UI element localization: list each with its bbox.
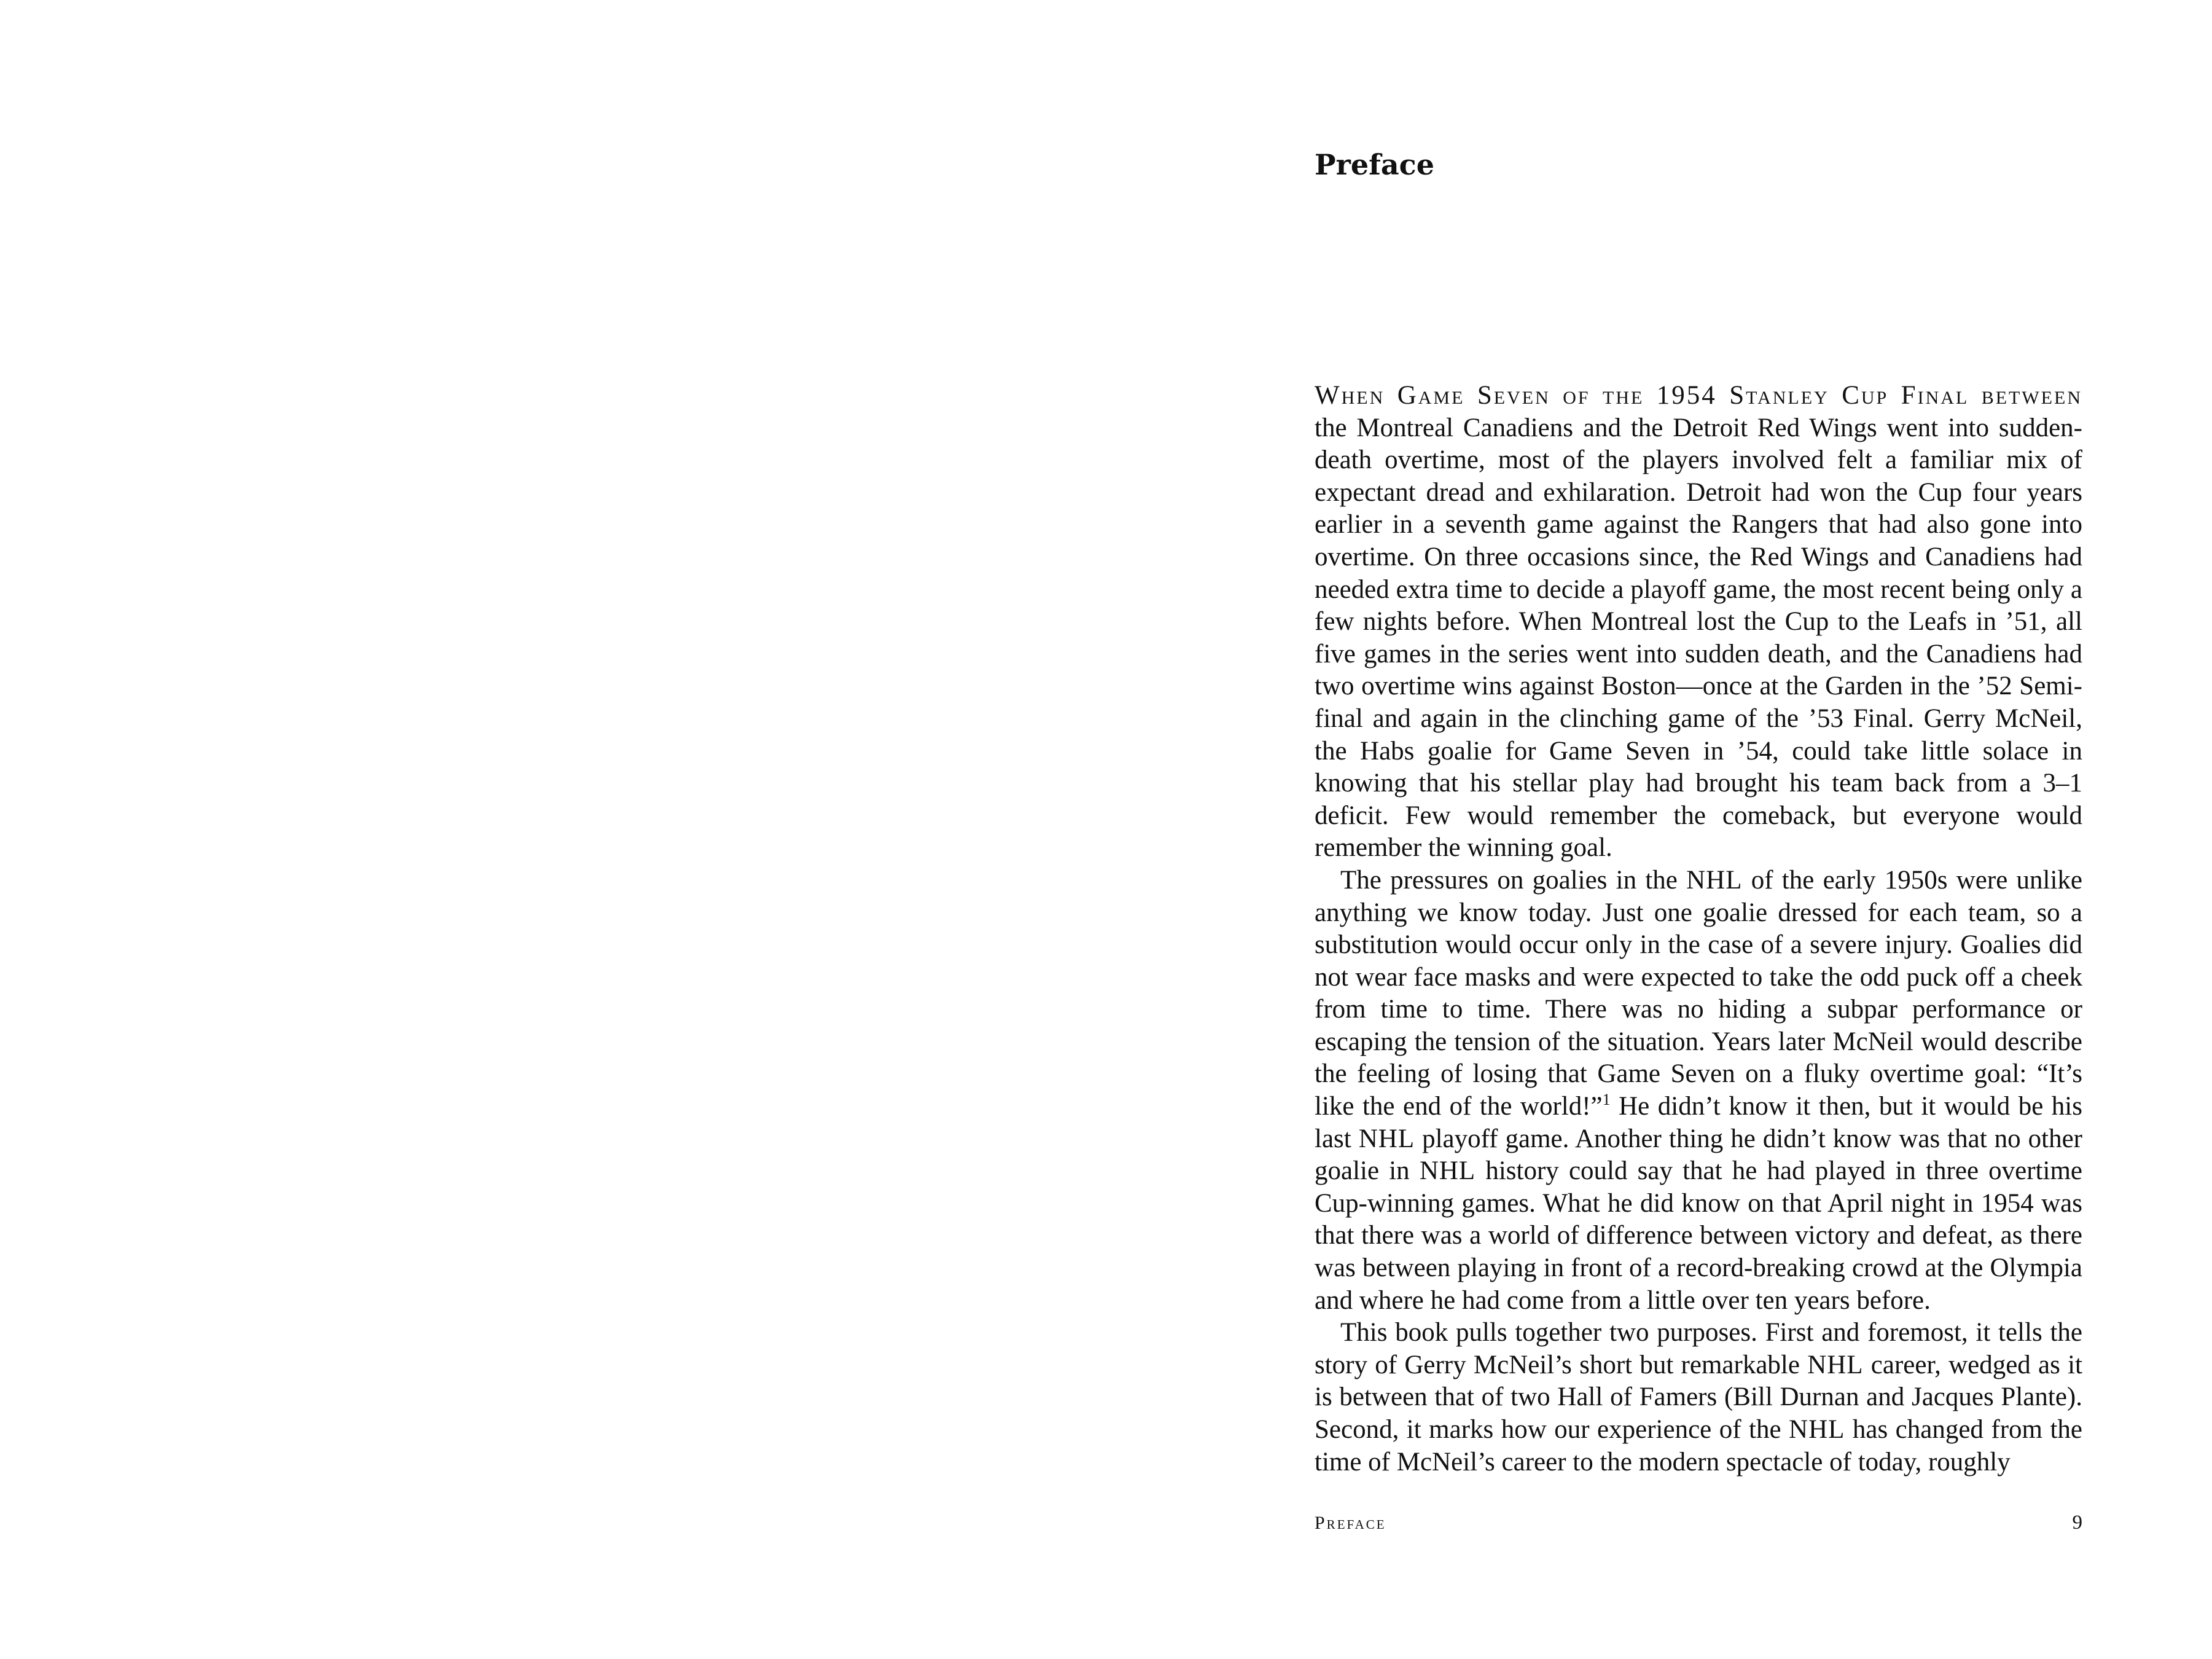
- paragraph-text: the Montreal Canadiens and the Detroit Red Wings went into sudden-death overtime, most of the players involved felt a familiar mix of expectant dread and exhilaration. Detroit had won the Cup four years earlier in a seventh game against the Rangers that had also gone into overtime. On three occasions since, the Red Wings and Canadiens had needed extra time to decide a playoff game, the most recent being only a few nights before. When Montreal lost the Cup to the Leafs in ’51, all five games in the series went into sudden death, and the Canadiens had two overtime wins against Boston—once at the Garden in the ’52 Semi-final and again in the clinching game of the ’53 Final. Gerry McNeil, the Habs goalie for Game Seven in ’54, could take little solace in knowing that his stellar play had brought his team back from a 3–1 deficit. Few would remember the comeback, but everyone would remember the winning goal.: [1315, 413, 2082, 863]
- paragraph-text: career, wedged as it is between that of two Hall of Famers (Bill Durnan and Jacques Plante). Second, it marks how our experience of the: [1315, 1350, 2082, 1444]
- nhl-abbreviation: NHL: [1789, 1415, 1845, 1444]
- chapter-title: Preface: [1315, 148, 1434, 181]
- paragraph-text: This book pulls together two purposes. First and foremost, it tells the story of Gerry McNeil’s short but remarkable: [1315, 1318, 2082, 1379]
- paragraph-1: [1315, 380, 2082, 865]
- paragraph-text: playoff game. Another thing he didn’t know was that no other goalie in: [1315, 1124, 2083, 1186]
- nhl-abbreviation: NHL: [1419, 1156, 1476, 1186]
- paragraph-text: He didn’t know it then, but it would be his last: [1315, 1092, 2082, 1153]
- right-page: [1106, 0, 2212, 1659]
- paragraph-text: The pressures on goalies in the: [1340, 865, 1687, 895]
- paragraph-2: [1315, 865, 2082, 1317]
- nhl-abbreviation: NHL: [1807, 1350, 1864, 1379]
- nhl-abbreviation: NHL: [1358, 1124, 1415, 1153]
- opening-small-caps: When Game Seven of the 1954 Stanley Cup Final between: [1315, 381, 2082, 410]
- paragraph-3: [1315, 1317, 2082, 1478]
- page-number: 9: [2072, 1512, 2082, 1534]
- paragraph-text: has changed from the time of McNeil’s career to the modern spectacle of today, roughly: [1315, 1415, 2082, 1477]
- body-text: [1315, 380, 2082, 1478]
- nhl-abbreviation: NHL: [1686, 865, 1743, 895]
- paragraph-text: of the early 1950s were unlike anything we know today. Just one goalie dressed for each team, so a substitution would occur only in the case of a severe injury. Goalies did not wear face masks and were expected to take the odd puck off a cheek from time to time. There was no hiding a subpar performance or escaping the tension of the situation. Years later McNeil would describe the feeling of losing that Game Seven on a fluky overtime goal: “It’s like the end of the world!”: [1315, 865, 2082, 1121]
- running-footer: Preface: [1315, 1513, 1386, 1533]
- footnote-marker: 1: [1602, 1091, 1611, 1109]
- paragraph-text: history could say that he had played in three overtime Cup-winning games. What he did know on that April night in 1954 was that there was a world of difference between victory and defeat, as there was between playing in front of a record-breaking crowd at the Olympia and where he had come from a little over ten years before.: [1315, 1156, 2083, 1315]
